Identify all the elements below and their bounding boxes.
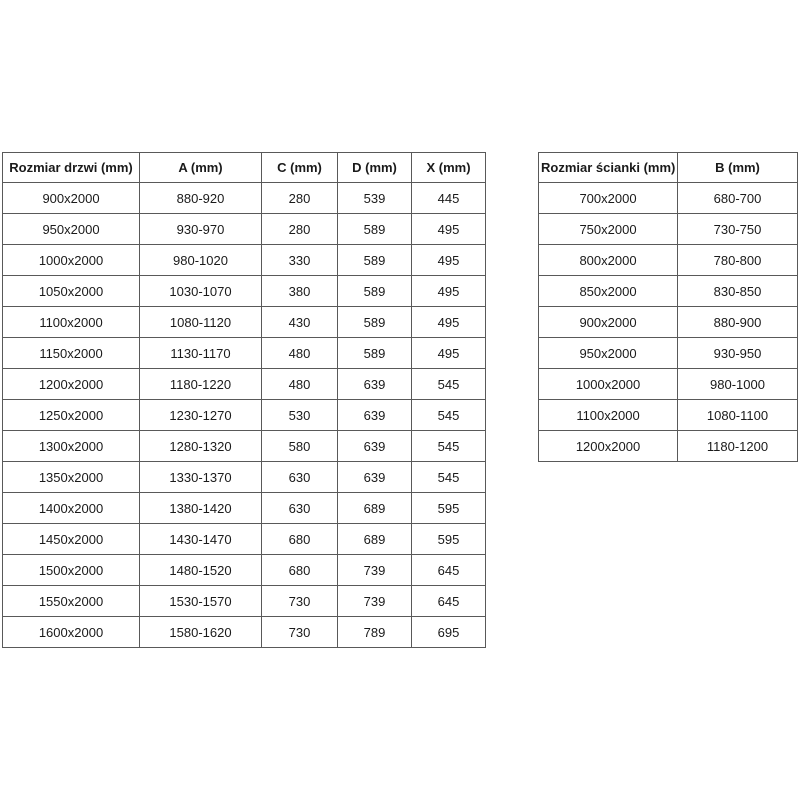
table-row <box>3 555 486 586</box>
table-cell: 1080-1120 <box>140 307 262 338</box>
table-cell: 1130-1170 <box>140 338 262 369</box>
table-cell: 545 <box>412 400 486 431</box>
column-header: Rozmiar drzwi (mm) <box>3 153 140 183</box>
table-cell: 739 <box>338 586 412 617</box>
column-header: Rozmiar ścianki (mm) <box>539 153 678 183</box>
table-cell: 900x2000 <box>3 183 140 214</box>
table-cell: 539 <box>338 183 412 214</box>
table-row <box>3 214 486 245</box>
table-cell: 1600x2000 <box>3 617 140 648</box>
table-cell: 950x2000 <box>539 338 678 369</box>
table-cell: 1000x2000 <box>539 369 678 400</box>
table-cell: 645 <box>412 555 486 586</box>
table-cell: 1180-1200 <box>678 431 798 462</box>
table-row <box>3 493 486 524</box>
table-cell: 880-920 <box>140 183 262 214</box>
table-cell: 1000x2000 <box>3 245 140 276</box>
table-cell: 630 <box>262 462 338 493</box>
table-cell: 530 <box>262 400 338 431</box>
table-cell: 280 <box>262 183 338 214</box>
table-cell: 495 <box>412 307 486 338</box>
table-row <box>539 369 798 400</box>
table-cell: 1430-1470 <box>140 524 262 555</box>
table-cell: 1200x2000 <box>3 369 140 400</box>
table-cell: 1380-1420 <box>140 493 262 524</box>
table-row <box>3 369 486 400</box>
table-cell: 689 <box>338 524 412 555</box>
table-cell: 595 <box>412 524 486 555</box>
table-cell: 480 <box>262 369 338 400</box>
table-cell: 700x2000 <box>539 183 678 214</box>
table-row <box>3 400 486 431</box>
table-row <box>539 307 798 338</box>
table-row <box>539 183 798 214</box>
table-cell: 1580-1620 <box>140 617 262 648</box>
table-cell: 980-1000 <box>678 369 798 400</box>
table-cell: 850x2000 <box>539 276 678 307</box>
table-cell: 589 <box>338 245 412 276</box>
table-cell: 645 <box>412 586 486 617</box>
table-row <box>3 307 486 338</box>
table-row <box>3 524 486 555</box>
wall-sizes-table-body <box>539 183 798 462</box>
table-cell: 639 <box>338 431 412 462</box>
table-cell: 1280-1320 <box>140 431 262 462</box>
table-cell: 730 <box>262 617 338 648</box>
table-cell: 545 <box>412 369 486 400</box>
table-cell: 1530-1570 <box>140 586 262 617</box>
column-header: X (mm) <box>412 153 486 183</box>
header-row <box>3 153 486 183</box>
table-cell: 695 <box>412 617 486 648</box>
table-row <box>3 431 486 462</box>
table-cell: 480 <box>262 338 338 369</box>
table-row <box>539 214 798 245</box>
table-cell: 595 <box>412 493 486 524</box>
table-cell: 950x2000 <box>3 214 140 245</box>
table-cell: 1550x2000 <box>3 586 140 617</box>
table-cell: 280 <box>262 214 338 245</box>
column-header: A (mm) <box>140 153 262 183</box>
table-cell: 680 <box>262 555 338 586</box>
table-row <box>3 183 486 214</box>
table-row <box>3 276 486 307</box>
table-cell: 930-950 <box>678 338 798 369</box>
table-cell: 1050x2000 <box>3 276 140 307</box>
table-cell: 589 <box>338 307 412 338</box>
table-cell: 680-700 <box>678 183 798 214</box>
table-cell: 380 <box>262 276 338 307</box>
table-cell: 1200x2000 <box>539 431 678 462</box>
column-header: C (mm) <box>262 153 338 183</box>
table-cell: 580 <box>262 431 338 462</box>
table-cell: 1330-1370 <box>140 462 262 493</box>
table-cell: 1100x2000 <box>539 400 678 431</box>
table-cell: 1150x2000 <box>3 338 140 369</box>
column-header: D (mm) <box>338 153 412 183</box>
table-cell: 495 <box>412 245 486 276</box>
wall-sizes-table-header <box>539 153 798 183</box>
wall-sizes-table <box>538 152 798 462</box>
table-cell: 739 <box>338 555 412 586</box>
table-cell: 495 <box>412 214 486 245</box>
table-cell: 1100x2000 <box>3 307 140 338</box>
table-cell: 495 <box>412 338 486 369</box>
table-cell: 589 <box>338 276 412 307</box>
table-cell: 589 <box>338 214 412 245</box>
table-cell: 780-800 <box>678 245 798 276</box>
table-cell: 930-970 <box>140 214 262 245</box>
table-row <box>3 617 486 648</box>
table-cell: 545 <box>412 462 486 493</box>
table-cell: 730 <box>262 586 338 617</box>
table-cell: 789 <box>338 617 412 648</box>
table-cell: 800x2000 <box>539 245 678 276</box>
table-row <box>539 276 798 307</box>
table-cell: 750x2000 <box>539 214 678 245</box>
table-cell: 639 <box>338 400 412 431</box>
table-row <box>3 245 486 276</box>
table-cell: 980-1020 <box>140 245 262 276</box>
table-cell: 1500x2000 <box>3 555 140 586</box>
table-cell: 589 <box>338 338 412 369</box>
table-cell: 680 <box>262 524 338 555</box>
table-cell: 689 <box>338 493 412 524</box>
table-row <box>3 338 486 369</box>
table-cell: 1250x2000 <box>3 400 140 431</box>
table-cell: 430 <box>262 307 338 338</box>
table-cell: 330 <box>262 245 338 276</box>
table-cell: 880-900 <box>678 307 798 338</box>
table-cell: 1230-1270 <box>140 400 262 431</box>
column-header: B (mm) <box>678 153 798 183</box>
table-row <box>3 462 486 493</box>
door-sizes-table <box>2 152 486 648</box>
table-cell: 639 <box>338 369 412 400</box>
table-cell: 730-750 <box>678 214 798 245</box>
table-cell: 1450x2000 <box>3 524 140 555</box>
table-row <box>3 586 486 617</box>
table-cell: 1480-1520 <box>140 555 262 586</box>
table-cell: 545 <box>412 431 486 462</box>
door-sizes-table-body <box>3 183 486 648</box>
table-cell: 1400x2000 <box>3 493 140 524</box>
table-cell: 1180-1220 <box>140 369 262 400</box>
table-cell: 830-850 <box>678 276 798 307</box>
table-cell: 445 <box>412 183 486 214</box>
table-cell: 1080-1100 <box>678 400 798 431</box>
table-cell: 630 <box>262 493 338 524</box>
table-row <box>539 338 798 369</box>
table-row <box>539 431 798 462</box>
table-cell: 1350x2000 <box>3 462 140 493</box>
table-cell: 639 <box>338 462 412 493</box>
table-cell: 1030-1070 <box>140 276 262 307</box>
table-cell: 1300x2000 <box>3 431 140 462</box>
table-row <box>539 245 798 276</box>
table-cell: 900x2000 <box>539 307 678 338</box>
table-cell: 495 <box>412 276 486 307</box>
door-sizes-table-header <box>3 153 486 183</box>
table-row <box>539 400 798 431</box>
header-row <box>539 153 798 183</box>
